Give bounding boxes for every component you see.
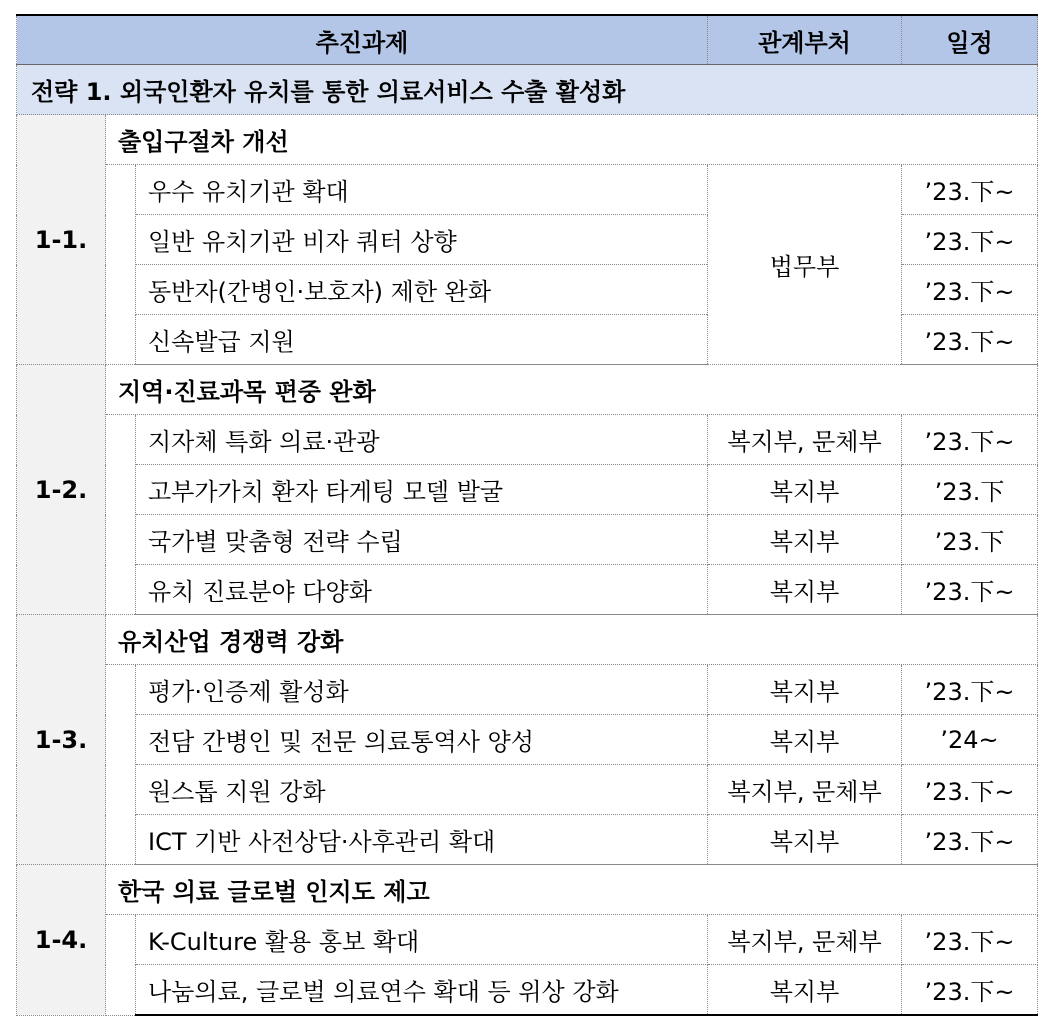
schedule-cell: ’23.下~ bbox=[902, 765, 1038, 815]
group-code: 1-4. bbox=[17, 865, 106, 1016]
header-schedule: 일정 bbox=[902, 15, 1038, 65]
dept-cell: 복지부 bbox=[708, 715, 902, 765]
dept-cell: 복지부 bbox=[708, 965, 902, 1016]
schedule-cell: ’23.下 bbox=[902, 465, 1038, 515]
dept-cell: 법무부 bbox=[708, 165, 902, 365]
schedule-cell: ’23.下~ bbox=[902, 215, 1038, 265]
strategy-title: 전략 1. 외국인환자 유치를 통한 의료서비스 수출 활성화 bbox=[17, 65, 1038, 115]
group-title-row bbox=[17, 615, 1038, 665]
task-cell: K-Culture 활용 홍보 확대 bbox=[136, 915, 708, 965]
schedule-cell: ’23.下~ bbox=[902, 315, 1038, 365]
header-dept: 관계부처 bbox=[708, 15, 902, 65]
group-title: 유치산업 경쟁력 강화 bbox=[106, 615, 1038, 665]
schedule-cell: ’23.下~ bbox=[902, 665, 1038, 715]
table-header-row bbox=[17, 15, 1038, 65]
task-cell: 나눔의료, 글로벌 의료연수 확대 등 위상 강화 bbox=[136, 965, 708, 1016]
task-cell: ICT 기반 사전상담·사후관리 확대 bbox=[136, 815, 708, 865]
group-title: 지역·진료과목 편중 완화 bbox=[106, 365, 1038, 415]
table-row bbox=[17, 915, 1038, 965]
schedule-cell: ’24~ bbox=[902, 715, 1038, 765]
table-row bbox=[17, 415, 1038, 465]
dept-cell: 복지부, 문체부 bbox=[708, 915, 902, 965]
group-title: 출입구절차 개선 bbox=[106, 115, 1038, 165]
table-row bbox=[17, 515, 1038, 565]
group-title: 한국 의료 글로벌 인지도 제고 bbox=[106, 865, 1038, 915]
dept-cell: 복지부 bbox=[708, 565, 902, 615]
dept-cell: 복지부 bbox=[708, 815, 902, 865]
task-cell: 지자체 특화 의료·관광 bbox=[136, 415, 708, 465]
dept-cell: 복지부 bbox=[708, 465, 902, 515]
group-title-row bbox=[17, 115, 1038, 165]
task-cell: 고부가가치 환자 타게팅 모델 발굴 bbox=[136, 465, 708, 515]
header-task: 추진과제 bbox=[17, 15, 708, 65]
group-title-row bbox=[17, 865, 1038, 915]
task-cell: 우수 유치기관 확대 bbox=[136, 165, 708, 215]
dept-cell: 복지부 bbox=[708, 515, 902, 565]
schedule-cell: ’23.下 bbox=[902, 515, 1038, 565]
table-row bbox=[17, 765, 1038, 815]
group-code: 1-3. bbox=[17, 615, 106, 865]
schedule-cell: ’23.下~ bbox=[902, 965, 1038, 1016]
task-cell: 전담 간병인 및 전문 의료통역사 양성 bbox=[136, 715, 708, 765]
dept-cell: 복지부, 문체부 bbox=[708, 415, 902, 465]
table-row bbox=[17, 715, 1038, 765]
indent-cell bbox=[106, 915, 136, 1016]
schedule-cell: ’23.下~ bbox=[902, 565, 1038, 615]
indent-cell bbox=[106, 665, 136, 865]
task-cell: 동반자(간병인·보호자) 제한 완화 bbox=[136, 265, 708, 315]
group-code: 1-1. bbox=[17, 115, 106, 365]
indent-cell bbox=[106, 165, 136, 365]
schedule-cell: ’23.下~ bbox=[902, 165, 1038, 215]
task-cell: 유치 진료분야 다양화 bbox=[136, 565, 708, 615]
table-row bbox=[17, 465, 1038, 515]
schedule-cell: ’23.下~ bbox=[902, 915, 1038, 965]
dept-cell: 복지부, 문체부 bbox=[708, 765, 902, 815]
strategy-row bbox=[17, 65, 1038, 115]
task-cell: 국가별 맞춤형 전략 수립 bbox=[136, 515, 708, 565]
table-row bbox=[17, 965, 1038, 1016]
table-row bbox=[17, 565, 1038, 615]
group-code: 1-2. bbox=[17, 365, 106, 615]
schedule-cell: ’23.下~ bbox=[902, 815, 1038, 865]
group-title-row bbox=[17, 365, 1038, 415]
task-cell: 원스톱 지원 강화 bbox=[136, 765, 708, 815]
policy-table bbox=[16, 14, 1037, 1016]
indent-cell bbox=[106, 415, 136, 615]
table-row bbox=[17, 165, 1038, 215]
schedule-cell: ’23.下~ bbox=[902, 415, 1038, 465]
task-cell: 일반 유치기관 비자 쿼터 상향 bbox=[136, 215, 708, 265]
dept-cell: 복지부 bbox=[708, 665, 902, 715]
task-cell: 신속발급 지원 bbox=[136, 315, 708, 365]
table-row bbox=[17, 665, 1038, 715]
task-cell: 평가·인증제 활성화 bbox=[136, 665, 708, 715]
schedule-cell: ’23.下~ bbox=[902, 265, 1038, 315]
table-row bbox=[17, 815, 1038, 865]
